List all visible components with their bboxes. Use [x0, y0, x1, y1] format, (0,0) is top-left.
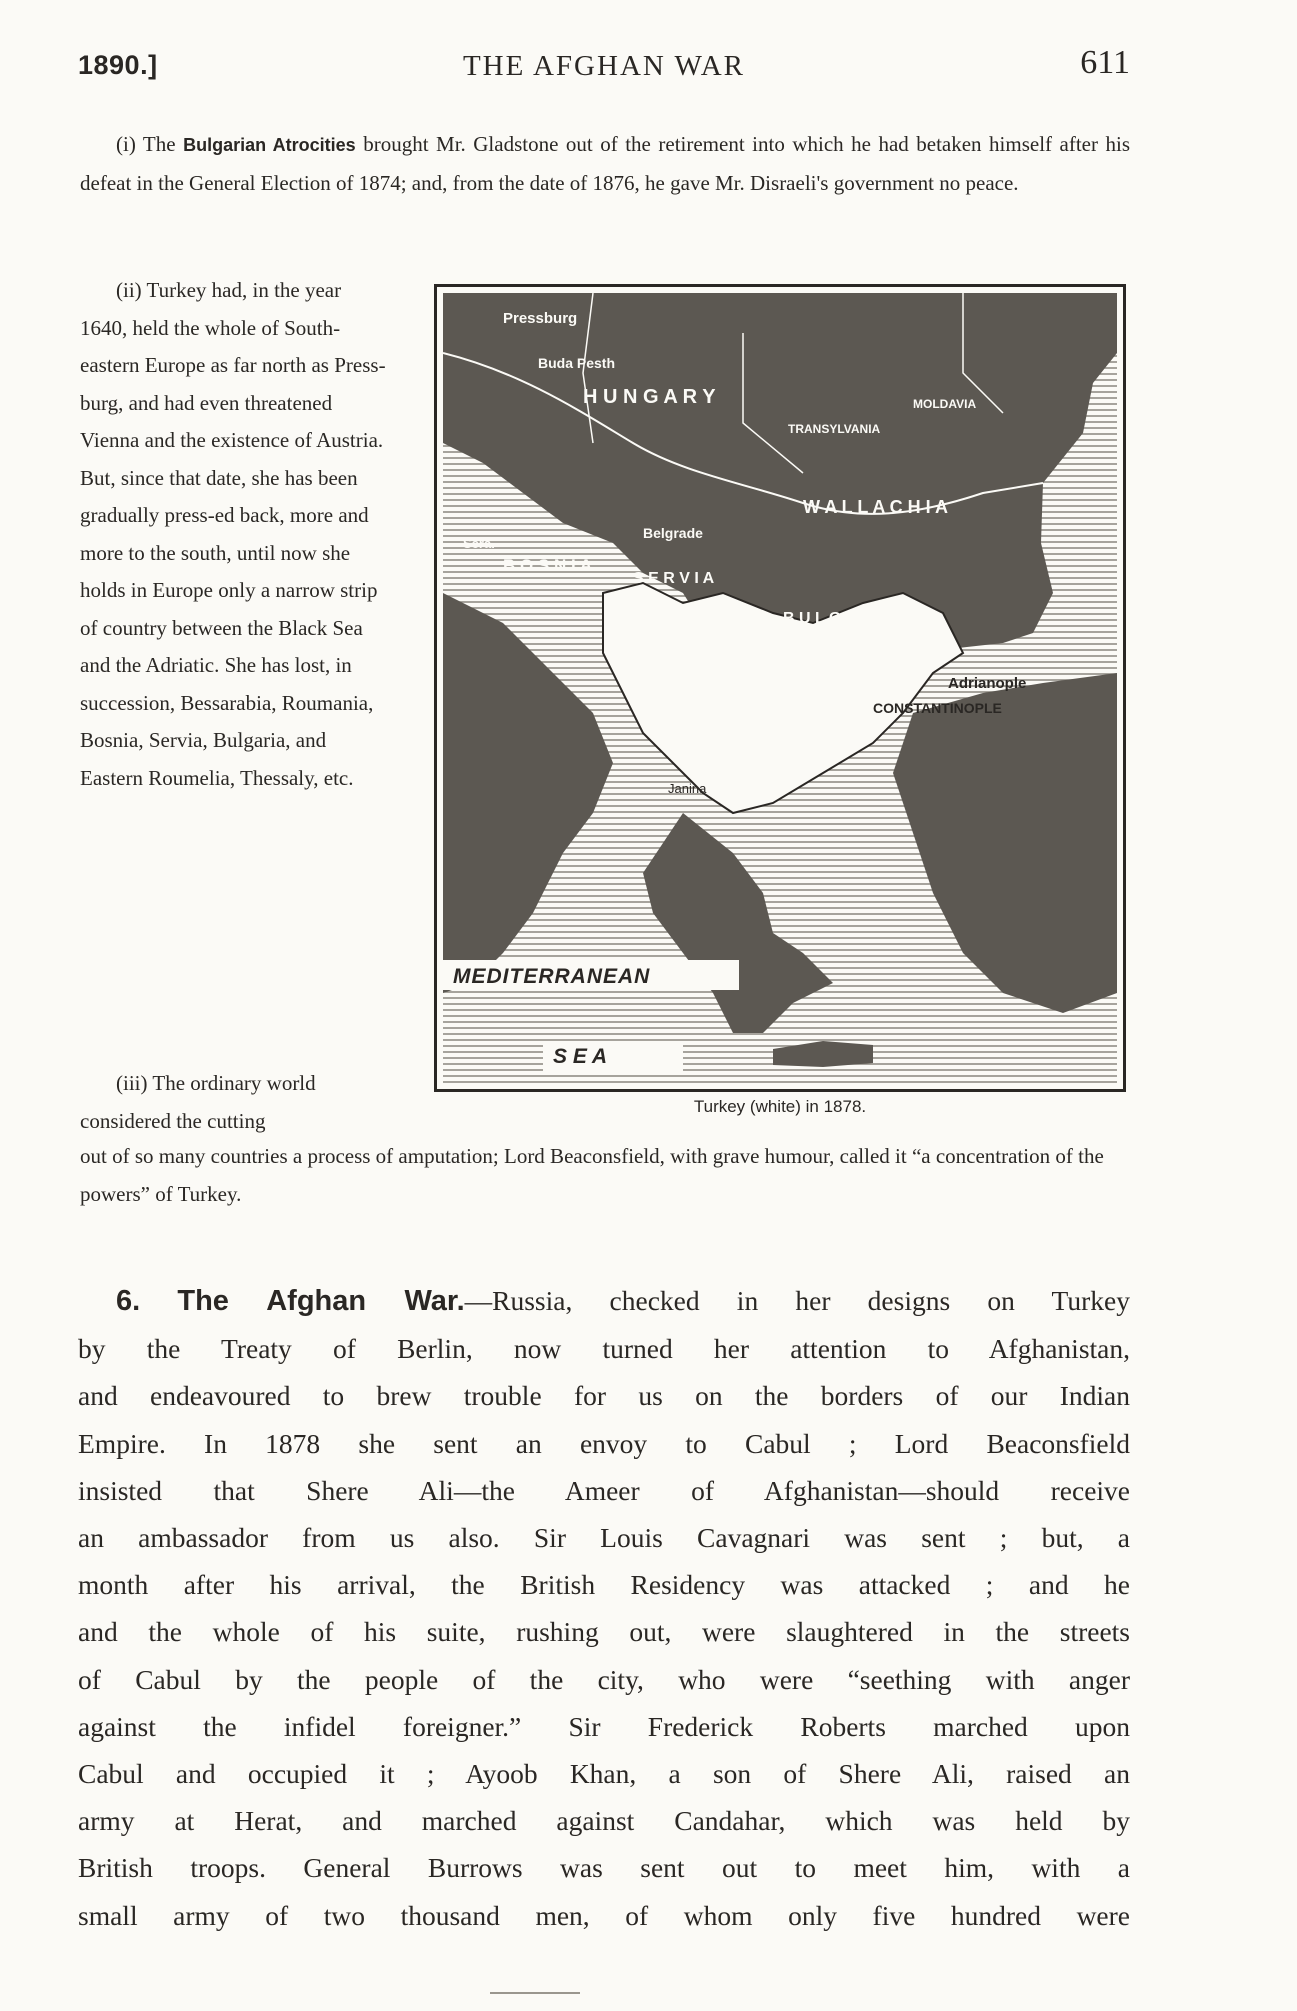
map-label-constantinople: CONSTANTINOPLE: [873, 700, 1002, 716]
map-caption: Turkey (white) in 1878.: [693, 1097, 867, 1116]
section-6-line-13: British troops. General Burrows was sent out to meet him, with a: [78, 1852, 1130, 1884]
map-label-adrianople: Adrianople: [948, 675, 1027, 692]
running-title: THE AFGHAN WAR: [462, 50, 746, 82]
section-6-line-2: by the Treaty of Berlin, now turned her attention to Afghanistan,: [78, 1333, 1130, 1365]
section-6-line-5: insisted that Shere Ali—the Ameer of Afghanistan—should receive: [78, 1474, 1130, 1506]
map-label-transylvania: TRANSYLVANIA: [788, 422, 881, 436]
section-6: [78, 1277, 1130, 1939]
section-6-line-12: army at Herat, and marched against Candahar, which was held by: [78, 1805, 1130, 1837]
section-6-line-9: of Cabul by the people of the city, who were “seething with anger: [78, 1663, 1130, 1695]
section-6-line-7: month after his arrival, the British Residency was attacked ; and he: [78, 1569, 1130, 1601]
map-label-serajevo: Sera.: [463, 536, 495, 551]
section-6-line-3: and endeavoured to brew trouble for us on the borders of our Indian: [78, 1380, 1130, 1412]
section-6-line-10: against the infidel foreigner.” Sir Frederick Roberts marched upon: [78, 1710, 1130, 1742]
map-label-janina: Janina: [668, 781, 707, 796]
footnote-3: [80, 1065, 388, 1140]
map-label-budapesth: Buda Pesth: [538, 355, 616, 371]
map-label-roumelia: R O U M E L I A: [838, 650, 947, 667]
footnote-2: [80, 272, 388, 797]
section-heading: The Afghan War.: [177, 1285, 465, 1317]
footnote-3-text: (iii) The ordinary world considered the cutting: [80, 1071, 316, 1133]
map-label-wallachia: W A L L A C H I A: [803, 497, 948, 517]
page-header: [78, 44, 1130, 94]
map-figure: [434, 284, 1126, 1092]
header-year: 1890.]: [78, 50, 158, 80]
section-6-line-4: Empire. In 1878 she sent an envoy to Cabul ; Lord Beaconsfield: [78, 1427, 1130, 1459]
map-label-sea: S E A: [553, 1045, 608, 1068]
section-6-line-14: small army of two thousand men, of whom only five hundred were: [78, 1899, 1130, 1931]
section-6-line-1: [78, 1277, 1130, 1325]
map-label-bosnia: B O S N I A: [503, 556, 593, 575]
map-label-bulgaria: B U L G A R I A: [783, 610, 897, 627]
map-label-hungary: H U N G A R Y: [583, 386, 716, 408]
page-bottom-mark: [490, 1992, 580, 1994]
map-label-pressburg: Pressburg: [503, 310, 578, 327]
section-6-line-8: and the whole of his suite, rushing out, were slaughtered in the streets: [78, 1616, 1130, 1648]
section-6-line-6: an ambassador from us also. Sir Louis Cavagnari was sent ; but, a: [78, 1522, 1130, 1554]
map-label-moldavia: MOLDAVIA: [913, 397, 977, 411]
section-6-line-11: Cabul and occupied it ; Ayoob Khan, a son of Shere Ali, raised an: [78, 1758, 1130, 1790]
footnote-2-text: (ii) Turkey had, in the year 1640, held the whole of South-eastern Europe as far north as Press-burg, and had even threatened Vienna and the existence of Austria. But, since that date, she has been gradually press-ed back, more and more to the south, until now she holds in Europe only a narrow strip of country between the Black Sea and the Adriatic. She has lost, in succession, Bessarabia, Roumania, Bosnia, Servia, Bulgaria, and Eastern Roumelia, Thessaly, etc.: [80, 278, 386, 790]
page-number: 611: [1080, 44, 1130, 81]
section-6-line-1-text: —Russia, checked in her designs on Turkey: [464, 1285, 1130, 1316]
map-label-belgrade: Belgrade: [643, 525, 703, 541]
footnote-1-text: brought Mr. Gladstone out of the retirement into which he had betaken himself after his defeat in the General Election of 1874; and, from the date of 1876, he gave Mr. Disraeli's government no peace.: [80, 132, 1131, 195]
footnote-1-marker: (i) The: [116, 132, 184, 156]
map-label-mediterranean: MEDITERRANEAN: [453, 965, 651, 988]
section-number: 6.: [116, 1285, 141, 1317]
footnote-1: [80, 126, 1130, 202]
footnote-1-term: Bulgarian Atrocities: [183, 135, 356, 155]
footnote-3-continuation: out of so many countries a process of amputation; Lord Beaconsfield, with grave humour, called it “a concentration of the powers” of Turkey.: [80, 1144, 1104, 1206]
map-turkey-1878: [443, 293, 1117, 1083]
map-label-servia: S E R V I A: [633, 570, 715, 587]
